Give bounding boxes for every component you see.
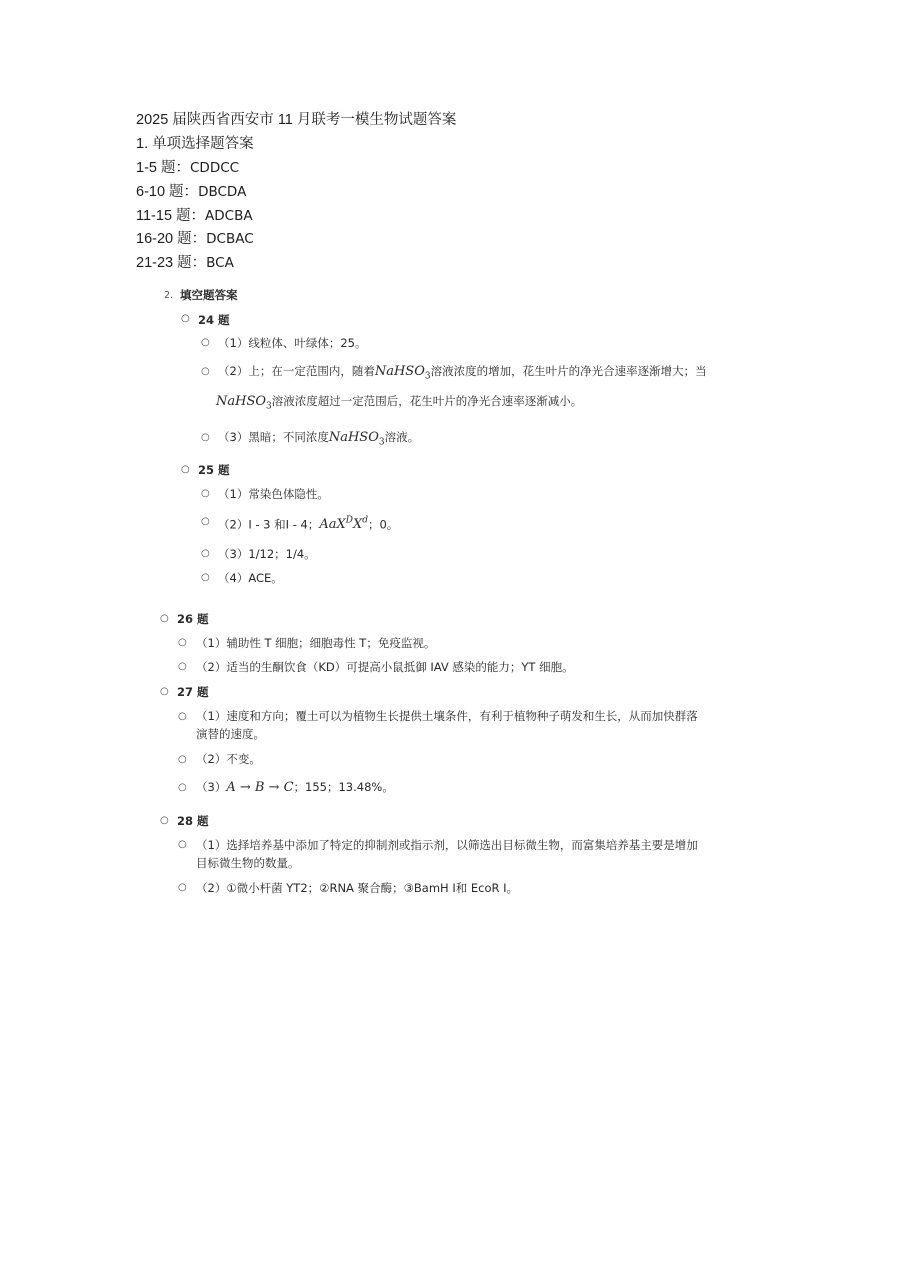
q25-answer-1: （1）常染色体隐性。 [218,487,329,501]
circle-bullet-icon: ○ [201,337,210,348]
q24-a3-end: 溶液。 [384,430,420,444]
genotype-part: AaX [319,517,346,533]
q25-answer-4: （4）ACE。 [218,571,283,585]
q26-answer-1: （1）辅助性 T 细胞；细胞毒性 T；免疫监视。 [196,636,436,650]
q25-answer-3: （3）1/12；1/4。 [218,547,316,561]
q24-answer-2-line1 [218,362,707,386]
chem-sub: 3 [378,437,385,448]
q28-answer-2: （2）①微小杆菌 YT2；②RNA 聚合酶；③BamH Ⅰ和 EcoR Ⅰ。 [196,881,519,895]
answer-row-label: 16-20 题： [136,231,207,247]
q27-label: 27 题 [177,685,209,699]
answer-row-value: CDDCC [190,160,240,176]
circle-bullet-icon: ○ [178,661,187,672]
circle-bullet-icon: ○ [181,313,190,324]
answer-row-value: BCA [206,255,234,271]
circle-bullet-icon: ○ [201,366,210,377]
q24-a2-mid: 溶液浓度的增加，花生叶片的净光合速率逐渐增大；当 [430,364,707,378]
circle-bullet-icon: ○ [160,686,169,697]
q26-answer-2: （2）适当的生酮饮食（KD）可提高小鼠抵御 IAV 感染的能力；YT 细胞。 [196,660,574,674]
answer-row-label: 1-5 题： [136,160,190,176]
genotype-part: X [352,517,363,533]
q27-answer-2: （2）不变。 [196,752,261,766]
q25-a2-end: ；0。 [367,517,399,532]
answer-row [136,182,246,202]
q27-answer-1-line1: （1）速度和方向；覆土可以为植物生长提供土壤条件，有利于植物种子萌发和生长，从而加快群落 [196,709,698,723]
section2-number: 2. [164,290,174,301]
chem-sub: 3 [266,401,272,412]
genotype-sup: d [362,516,368,526]
q27-a3-pre: （3） [196,780,227,794]
answer-row-label: 21-23 题： [136,255,207,271]
circle-bullet-icon: ○ [178,882,187,893]
q28-answer-1-line2: 目标微生物的数量。 [196,856,300,870]
chem-formula [374,364,431,382]
chem-formula [216,394,272,412]
q25-label: 25 题 [198,463,230,477]
circle-bullet-icon: ○ [178,754,187,765]
circle-bullet-icon: ○ [178,711,187,722]
circle-bullet-icon: ○ [160,815,169,826]
q24-answer-3 [218,428,419,452]
answer-row-value: DCBAC [206,231,254,247]
answer-row [136,206,253,226]
answer-row [136,158,239,178]
chem-base: NaHSO [374,364,425,379]
circle-bullet-icon: ○ [178,782,187,793]
q28-label: 28 题 [177,814,209,828]
chem-base: NaHSO [328,430,379,445]
circle-bullet-icon: ○ [181,464,190,475]
answer-row [136,253,234,273]
circle-bullet-icon: ○ [201,516,210,527]
q24-answer-1: （1）线粒体、叶绿体；25。 [218,336,367,350]
circle-bullet-icon: ○ [201,548,210,559]
q24-a3-pre: （3）黑暗；不同浓度 [218,430,329,444]
q24-label: 24 题 [198,313,230,327]
q27-a3-end: ；155；13.48%。 [293,780,394,794]
q24-answer-2-line2 [216,392,582,416]
answer-row-label: 6-10 题： [136,184,199,200]
circle-bullet-icon: ○ [201,572,210,583]
q25-a2-pre: （2）Ⅰ - 3 和Ⅰ - 4； [218,517,320,532]
circle-bullet-icon: ○ [178,839,187,850]
genotype-formula [319,517,368,532]
genotype-sup: D [345,516,353,526]
q26-label: 26 题 [177,612,209,626]
circle-bullet-icon: ○ [201,488,210,499]
page-title: 2025 届陕西省西安市 11 月联考一模生物试题答案 [136,112,457,128]
section2-heading: 填空题答案 [180,288,238,302]
circle-bullet-icon: ○ [160,613,169,624]
food-chain-formula: A → B → C [226,780,294,795]
section1-heading: 1. 单项选择题答案 [136,136,254,152]
q25-answer-2 [218,512,398,534]
q24-a2-end: 溶液浓度超过一定范围后，花生叶片的净光合速率逐渐减小。 [271,394,583,408]
circle-bullet-icon: ○ [178,637,187,648]
q27-answer-1-line2: 演替的速度。 [196,727,265,741]
circle-bullet-icon: ○ [201,432,210,443]
answer-row-value: ADCBA [205,208,253,224]
answer-row [136,229,254,249]
answer-row-label: 11-15 题： [136,208,206,224]
chem-sub: 3 [424,371,431,382]
answer-row-value: DBCDA [198,184,247,200]
q27-answer-3 [196,778,394,797]
chem-formula [328,430,385,448]
q28-answer-1-line1: （1）选择培养基中添加了特定的抑制剂或指示剂，以筛选出目标微生物，而富集培养基主要是增加 [196,838,698,852]
chem-base: NaHSO [216,394,267,409]
q24-a2-pre: （2）上；在一定范围内，随着 [218,364,375,378]
